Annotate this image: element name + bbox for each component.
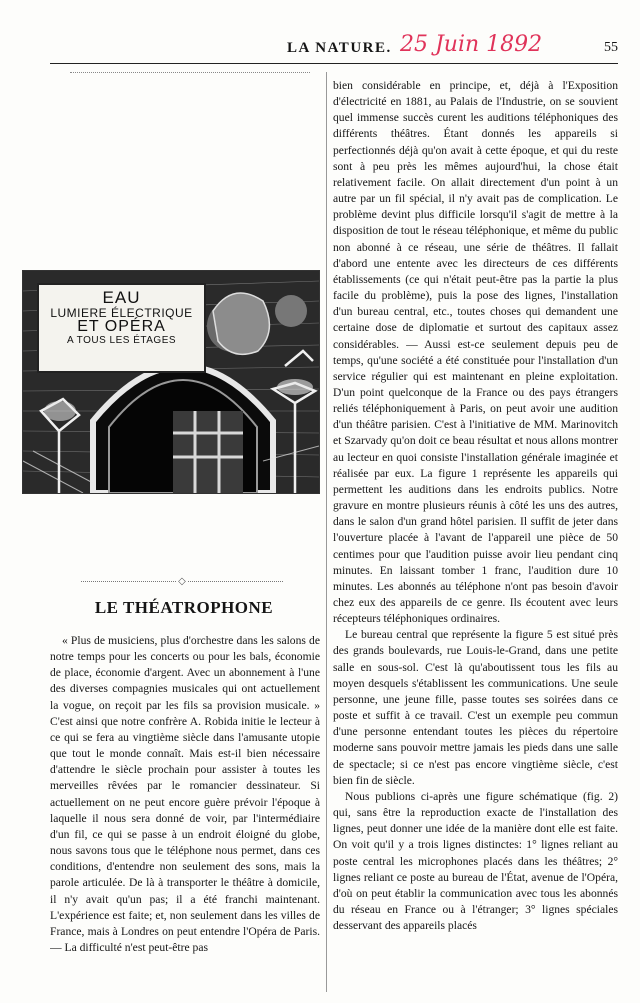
sign-line-lumiere: LUMIERE ÉLECTRIQUE [50, 305, 193, 320]
left-paragraph: « Plus de musiciens, plus d'orchestre dans les salons de notre temps pour les concerts ou pour les bals, économie de place, économie d'argent. Avec un abonnement à l'une des diverses compagnies musicales qui ont actuellement la vogue, on reçoit par les fils sa provision musicale. » C'est ainsi que notre confrère A. Robida initie le lecteur à ce qui se fera au vingtième siècle dans l'amusante utopie que tout le monde connaît. Mais est-il bien nécessaire d'attendre le siècle prochain pour assister à toutes les merveilles rêvées par le romancier dessinateur. Si actuellement on ne peut encore guère prévoir l'époque à laquelle il nous sera donné de voir, par l'intermédiaire d'un fil, ce qui se passe à un endroit éloigné du globe, nous savons tous que le téléphone nous permet, dans ces conditions, d'entendre non seulement des sons, mais la parole articulée. De là à transporter le théâtre à domicile, il n'y avait qu'un pas; il a été franchi maintenant. L'expérience est faite; et, non seulement dans les villes de France, mais à Londres on peut entendre l'Opéra de Paris. — La difficulté n'est peut-être pas [50, 634, 320, 954]
sign-line-eau: EAU [102, 288, 141, 307]
section-ornament [62, 576, 302, 587]
article-title: LE THÉATROPHONE [94, 598, 274, 617]
illustration-sign [37, 283, 206, 373]
engraving-illustration [22, 270, 320, 494]
right-paragraph-1: bien considérable en principe, et, déjà à l'Exposition d'électricité en 1881, au Palais de l'Industrie, on se souvient quel immense succès curent les auditions téléphoniques des différents théâtres. Étant donnés les appareils si perfectionnés déjà qu'on avait à cette époque, et qui du reste sont à peu près les mêmes aujourd'hui, la chose était relativement facile. On allait directement d'un point à un autre par un fil spécial, il n'y avait pas de complication. Le problème devint plus difficile lorsqu'il s'agit de mettre à la disposition de tout le réseau téléphonique, et même du public non abonné à ce réseau, une série de théâtres. Il fallait d'abord une entente avec les directeurs de ces différents établissements (ce qui n'était peut-être pas la partie la plus facile du problème), puis la pose des lignes, l'installation d'un bureau central, etc., toutes choses qui demandent une certaine dose de diplomatie et surtout des capitaux assez considérables. — Aussi est-ce seulement depuis peu de temps, qu'une société a été constituée pour l'installation d'un service régulier qui est maintenant en pleine exploitation. D'un point quelconque de la France ou des pays étrangers reliés téléphoniquement à Paris, on peut avoir une audition d'un théâtre parisien. C'est à l'initiative de MM. Marinovitch et Szarvady qu'on doit ce beau résultat et nous allons montrer au lecteur en quoi consiste l'installation générale imaginée et réalisée par eux. La figure 1 représente les appareils qui permettent les auditions dans les endroits publics. Notre gravure en montre plusieurs réunis à côté les uns des autres, dans le salon d'un grand hôtel parisien. Il suffit de jeter dans l'ouverture placée à l'avant de l'appareil une pièce de 50 centimes pour que l'audition puisse avoir lieu pendant cinq minutes. En laissant tomber 1 franc, l'audition dure 10 minutes. Les abonnés au téléphone n'ont pas besoin d'avoir chez eux des appareils de ce genre. Ils écoutent avec leurs récepteurs téléphoniques ordinaires. [333, 79, 618, 626]
sign-line-etages: A TOUS LES ÉTAGES [66, 335, 177, 347]
header-rule [50, 63, 618, 64]
left-column-text [50, 633, 320, 998]
page-number: 55 [604, 40, 618, 55]
handwritten-date: 25 Juin 1892 [400, 32, 543, 57]
journal-name: LA NATURE. [287, 40, 392, 56]
right-paragraph-2: Le bureau central que représente la figure 5 est situé près des grands boulevards, rue Louis-le-Grand, dans une petite salle en sous-sol. C'est là qu'aboutissent tous les fils au moyen desquels s'établissent les communications. Une seule personne, une jeune fille, passe toutes ses soirées dans ce poste et suffit à ce travail. C'est un exemple peu commun d'une personne entendant toutes les pièces du répertoire moderne sans pouvoir mettre jamais les pieds dans une salle de spectacle; si ce n'est pas encore vingtième siècle, c'est bien fin de siècle. [333, 628, 618, 787]
running-header [50, 30, 618, 60]
right-column-text [333, 78, 618, 998]
right-paragraph-3: Nous publions ci-après une figure schématique (fig. 2) qui, sans être la reproduction exacte de l'installation des lignes, peut donner une idée de la manière dont elle est faite. On voit qu'il y a trois lignes distinctes: 1° lignes reliant au poste central les microphones placés dans les théâtres; 2° lignes reliant ce poste au bureau de l'État, avenue de l'Opéra, d'où on peut établir la communication avec tous les abonnés du réseau en France ou à l'étranger; 3° lignes spéciales desservant des appareils placés [333, 789, 618, 933]
sign-line-opera: ET OPÉRA [77, 318, 166, 336]
dotted-rule [70, 72, 310, 73]
column-divider [326, 72, 327, 992]
ornament-glyph: ◇ [178, 576, 186, 587]
